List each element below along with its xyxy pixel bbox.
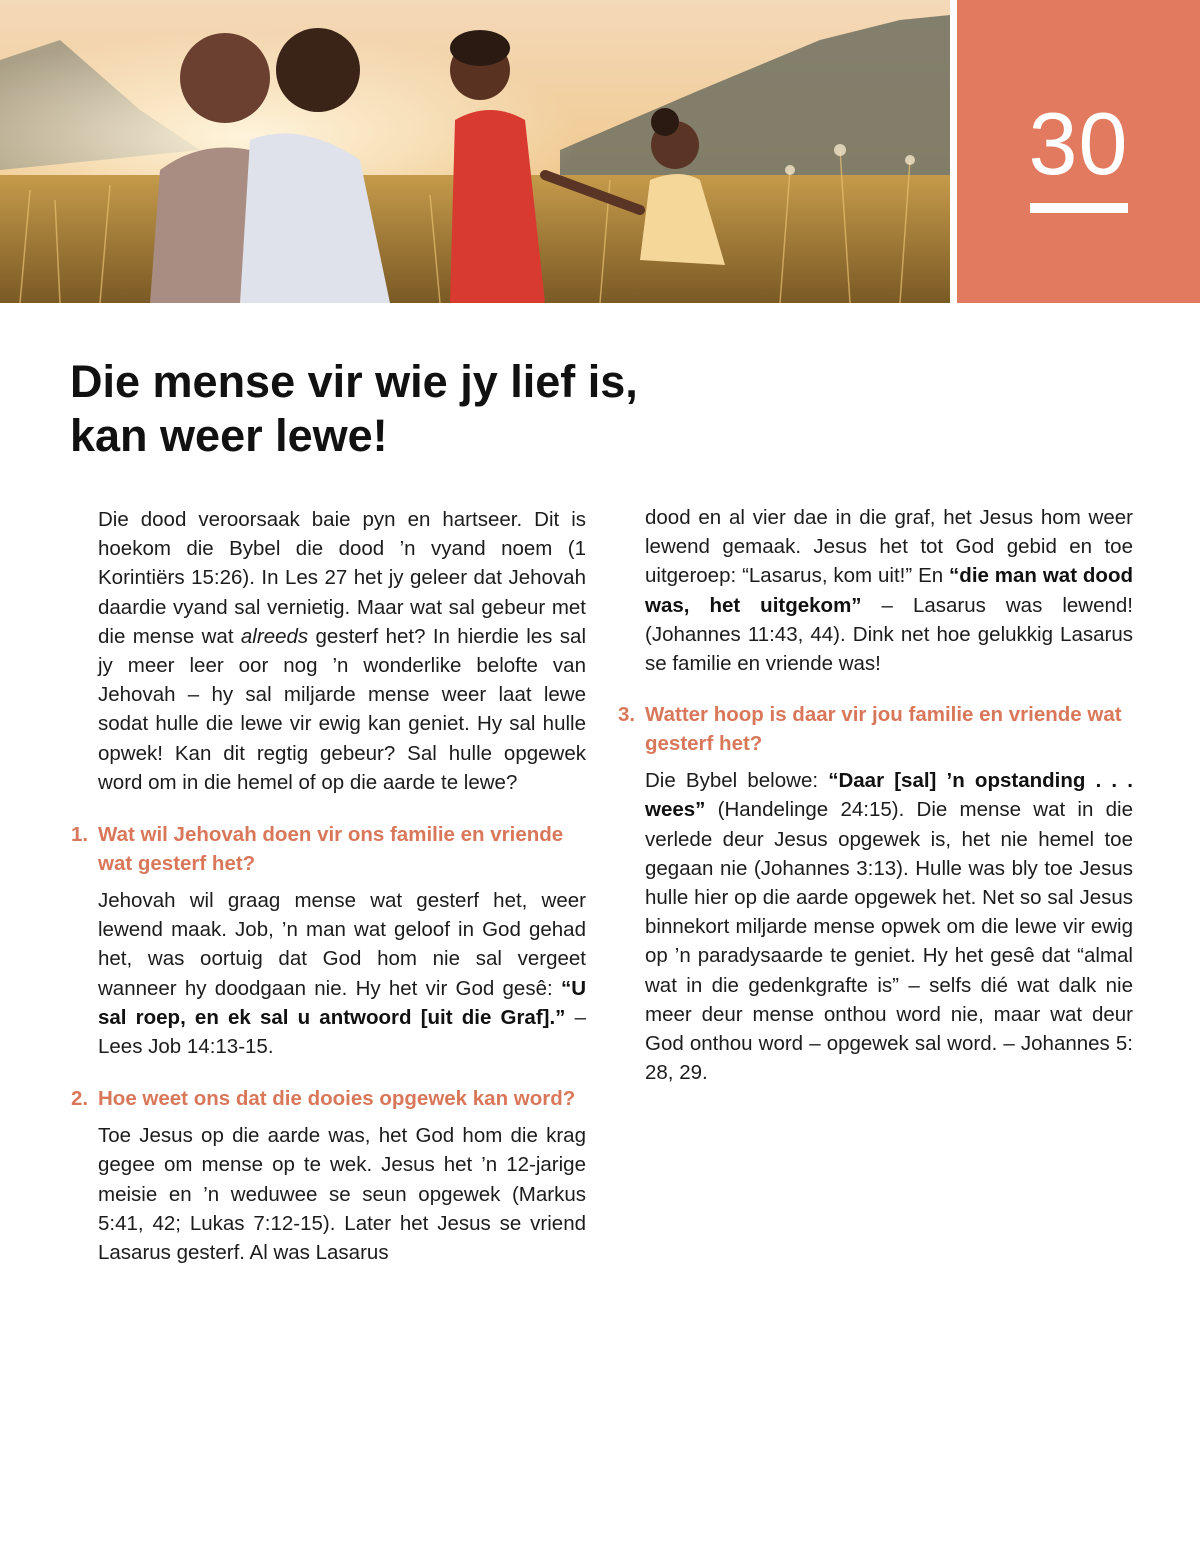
section-2-text-2: dood en al vier dae in die graf, het Jesus hom weer lewend gemaak. Jesus het tot God gebid en toe uitgeroep: “Lasarus, kom uit!” En [645,506,1133,588]
intro-text-1: Die dood veroorsaak baie pyn en hartseer. Dit is hoekom die Bybel die dood ’n vyand noem (1 Korintiërs 15:26). In Les 27 het jy geleer dat Jehovah daardie vyand sal vernietig. Maar wat sal gebeur met die mense wat [98,508,586,648]
section-3-heading [618,700,1133,758]
section-2-heading [71,1084,586,1113]
section-2-paragraph-part-1: Toe Jesus op die aarde was, het God hom die krag gegee om mense op te wek. Jesus het ’n 12-jarige meisie en ’n weduwee se seun opgewek (Markus 5:41, 42; Lukas 7:12-15). Later het Jesus se vriend Lasarus gesterf. Al was Lasarus [98,1124,586,1265]
section-1-number: 1. [71,823,89,847]
section-2-text-3: – Lasarus was lewend! (Johannes 11:43, 44). Dink net hoe gelukkig Lasarus se familie en vriende was! [645,593,1133,676]
section-1-reference: – Lees Job 14:13-15. [98,1005,586,1059]
section-2-heading-text: Hoe weet ons dat die dooies opgewek kan word? [98,1087,576,1111]
title-line-2: kan weer lewe! [70,410,388,461]
section-3-quote: “Daar [sal] ’n opstanding . . . wees” [645,769,1133,822]
section-3-text-2: (Handelinge 24:15). Die mense wat in die verlede deur Jesus opgewek is, het nie hemel toe gegaan nie (Johannes 3:13). Hulle was bly toe Jesus hulle hier op die aarde opgewek het. Net so sal Jesus binnekort miljarde mense opwek om die lewe vir ewig op ’n paradysaarde te geniet. Hy het gesê dat “almal wat in die gedenkgrafte is” – selfs dié wat dalk nie meer deur mense onthou word nie, maar wat deur God onthou word – opgewek sal word. – Johannes 5: 28, 29. [645,798,1133,1085]
section-3-text-1: Die Bybel belowe: [645,769,829,793]
intro-text-2: gesterf het? In hierdie les sal jy meer leer oor nog ’n wonderlike belofte van Jehovah – hy sal miljarde mense weer laat lewe sodat hulle die lewe vir ewig kan geniet. Hy sal hulle opwek! Kan dit regtig gebeur? Sal hulle opgewek word om in die hemel of op die aarde te lewe? [98,624,586,794]
hero-photo [0,0,950,303]
section-1-heading [71,820,586,878]
page-title [70,355,890,463]
intro-paragraph [98,505,586,797]
section-3-number: 3. [618,703,636,727]
lesson-number-underline [1030,203,1128,213]
section-2-paragraph-part-2 [645,503,1133,678]
section-1-quote: “U sal roep, en ek sal u antwoord [uit die Graf].” [98,976,586,1029]
lesson-number: 30 [1028,94,1129,193]
right-column [618,503,1133,1087]
section-3-heading-text: Watter hoop is daar vir jou familie en vriende wat gesterf het? [645,703,1122,756]
left-column [71,505,586,1267]
title-line-1: Die mense vir wie jy lief is, [70,356,638,407]
section-1-text-1: Jehovah wil graag mense wat gesterf het, weer lewend maak. Job, ’n man wat geloof in God gehad het, was oortuig dat God hom nie sal vergeet wanneer hy doodgaan nie. Hy het vir God gesê: [98,889,586,1000]
family-in-meadow-image [0,0,950,303]
lesson-number-box [957,0,1200,303]
section-1-heading-text: Wat wil Jehovah doen vir ons familie en vriende wat gesterf het? [98,823,564,876]
section-3-paragraph [645,766,1133,1087]
intro-emphasis: alreeds [240,624,309,648]
section-1-paragraph [98,886,586,1061]
section-2-number: 2. [71,1087,89,1111]
section-2-quote: “die man wat dood was, het uitgekom” [645,564,1133,617]
